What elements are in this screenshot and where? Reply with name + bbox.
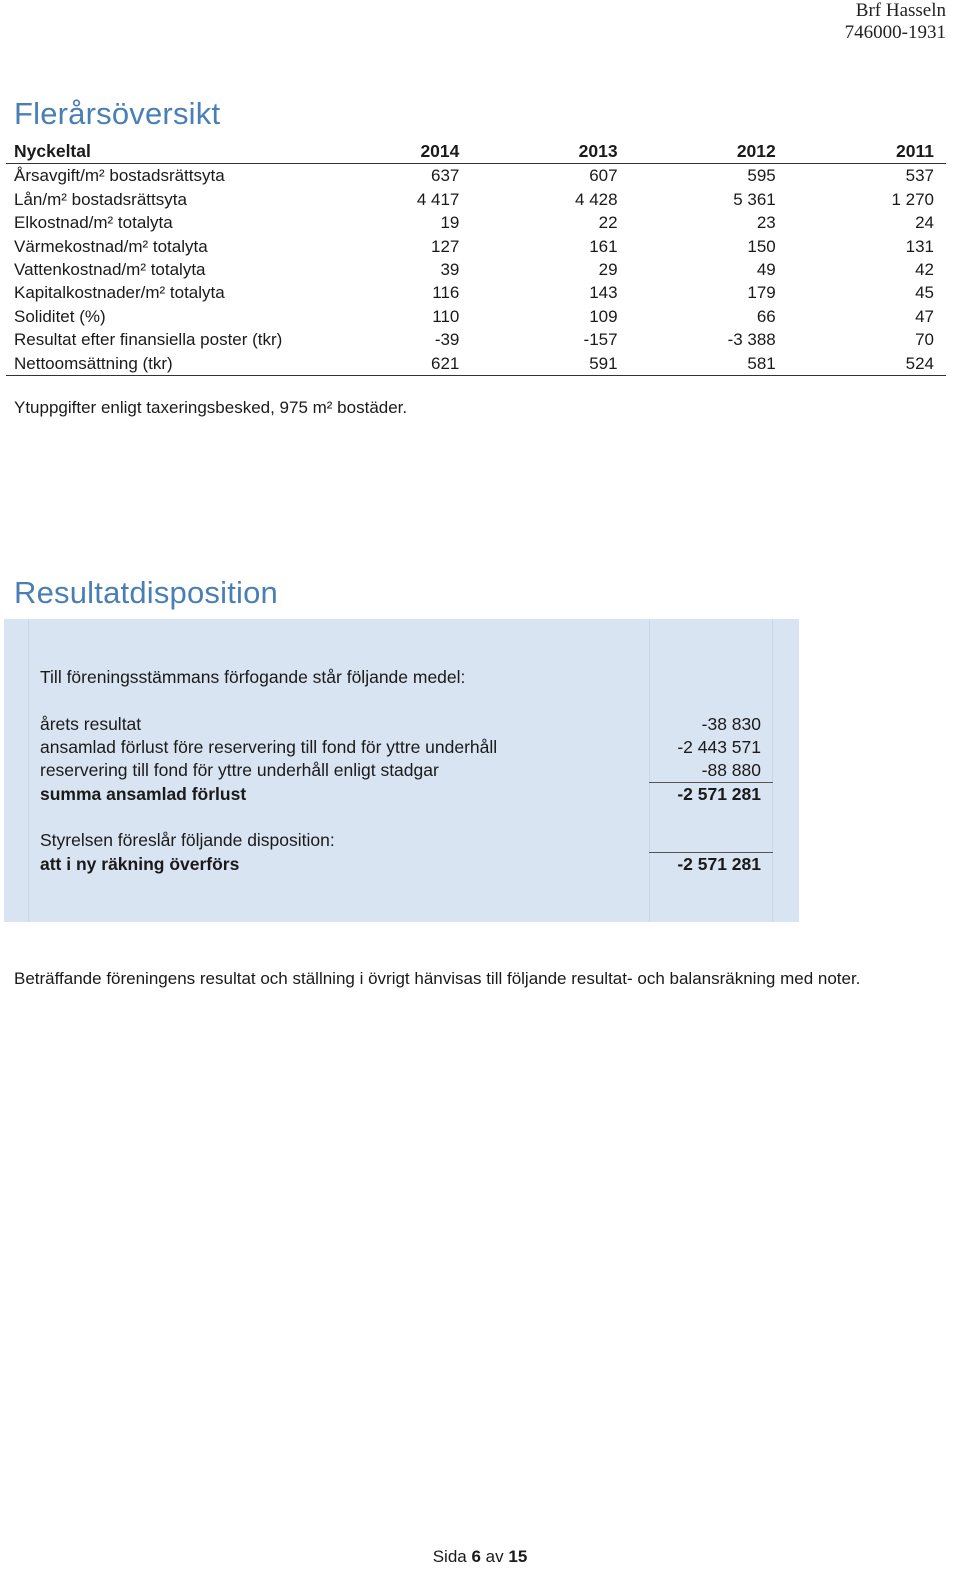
row-value: 45 [915,283,934,303]
row-label: Lån/m² bostadsrättsyta [14,189,187,209]
proposal-value: -2 571 281 [677,854,761,874]
area-note: Ytuppgifter enligt taxeringsbesked, 975 m² bostäder. [14,398,408,417]
row-value: 66 [756,306,776,326]
row-value: 109 [589,306,618,326]
row-value: 5 361 [733,189,776,209]
panel-divider [649,619,650,922]
row-value: 131 [905,236,934,256]
column-header-year: 2014 [394,140,472,164]
org-name: Brf Hasseln [855,0,946,21]
row-value: 47 [915,306,934,326]
row-value: 179 [747,283,776,303]
table-row [6,235,946,258]
row-value: 4 417 [416,189,460,209]
row-value: 23 [756,213,776,233]
disposition-intro: Till föreningsstämmans förfogande står följande medel: [40,667,466,687]
row-value: 42 [915,260,934,280]
row-value: 591 [471,352,629,376]
section-title-flerarsoversikt: Flerårsöversikt [14,96,221,131]
row-value: 161 [589,236,618,256]
document-header [845,0,946,44]
table-row [6,352,946,376]
item-value: -88 880 [701,760,761,780]
panel-divider [772,619,773,922]
proposal-label: att i ny räkning överförs [40,854,240,874]
item-label: ansamlad förlust före reservering till fond för yttre underhåll [40,737,498,757]
row-value: 39 [440,260,460,280]
footer-text: Beträffande föreningens resultat och ställning i övrigt hänvisas till följande resultat- och balansräkning med noter. [14,969,861,988]
page-number [0,1547,960,1567]
row-label: Soliditet (%) [14,306,106,326]
row-label: Nettoomsättning (tkr) [6,352,394,376]
row-value: 1 270 [891,189,934,209]
row-label: Vattenkostnad/m² totalyta [14,260,206,280]
item-label: reservering till fond för yttre underhåll enligt stadgar [40,760,439,780]
table-row [6,258,946,281]
row-value: 621 [394,352,472,376]
table-row [6,305,946,328]
row-label: Värmekostnad/m² totalyta [14,236,208,256]
item-label: årets resultat [40,714,142,734]
total-label: summa ansamlad förlust [40,784,247,804]
row-value: 150 [747,236,776,256]
row-value: 537 [905,166,934,186]
column-header-year: 2013 [471,140,629,164]
org-number: 746000-1931 [844,22,946,43]
item-value: -38 830 [701,714,761,734]
row-value: 581 [630,352,788,376]
page-prefix: Sida [432,1547,467,1566]
row-value: 143 [589,283,618,303]
section-title-resultatdisposition: Resultatdisposition [14,575,279,610]
row-value: -3 388 [727,330,776,350]
item-value: -2 443 571 [677,737,761,757]
row-label: Kapitalkostnader/m² totalyta [14,283,225,303]
row-value: 49 [756,260,776,280]
row-label: Resultat efter finansiella poster (tkr) [14,330,283,350]
page-current: 6 [471,1547,481,1566]
table-row [6,188,946,211]
table-row [6,164,946,188]
row-value: 22 [598,213,618,233]
row-label: Årsavgift/m² bostadsrättsyta [14,166,225,186]
row-value: 4 428 [575,189,618,209]
row-value: 127 [431,236,460,256]
row-value: -157 [583,330,618,350]
row-value: -39 [434,330,460,350]
table-row [6,211,946,234]
row-value: 116 [432,283,460,303]
column-header-label: Nyckeltal [6,140,394,164]
page-sep: av [485,1547,504,1566]
table-row [6,328,946,351]
row-value: 110 [432,306,460,326]
column-header-year: 2012 [630,140,788,164]
column-header-year: 2011 [788,140,946,164]
panel-divider [28,619,29,922]
row-value: 24 [915,213,934,233]
table-header-row [6,140,946,164]
total-value: -2 571 281 [677,784,761,804]
row-value: 524 [788,352,946,376]
row-value: 637 [431,166,460,186]
row-value: 70 [915,330,934,350]
proposal-intro: Styrelsen föreslår följande disposition: [40,830,335,850]
page-total: 15 [508,1547,528,1566]
key-figures-table [6,140,946,376]
row-value: 19 [440,213,460,233]
table-row [6,281,946,304]
row-value: 607 [589,166,618,186]
row-value: 595 [747,166,776,186]
row-label: Elkostnad/m² totalyta [14,213,173,233]
row-value: 29 [598,260,618,280]
disposition-panel [4,619,799,922]
